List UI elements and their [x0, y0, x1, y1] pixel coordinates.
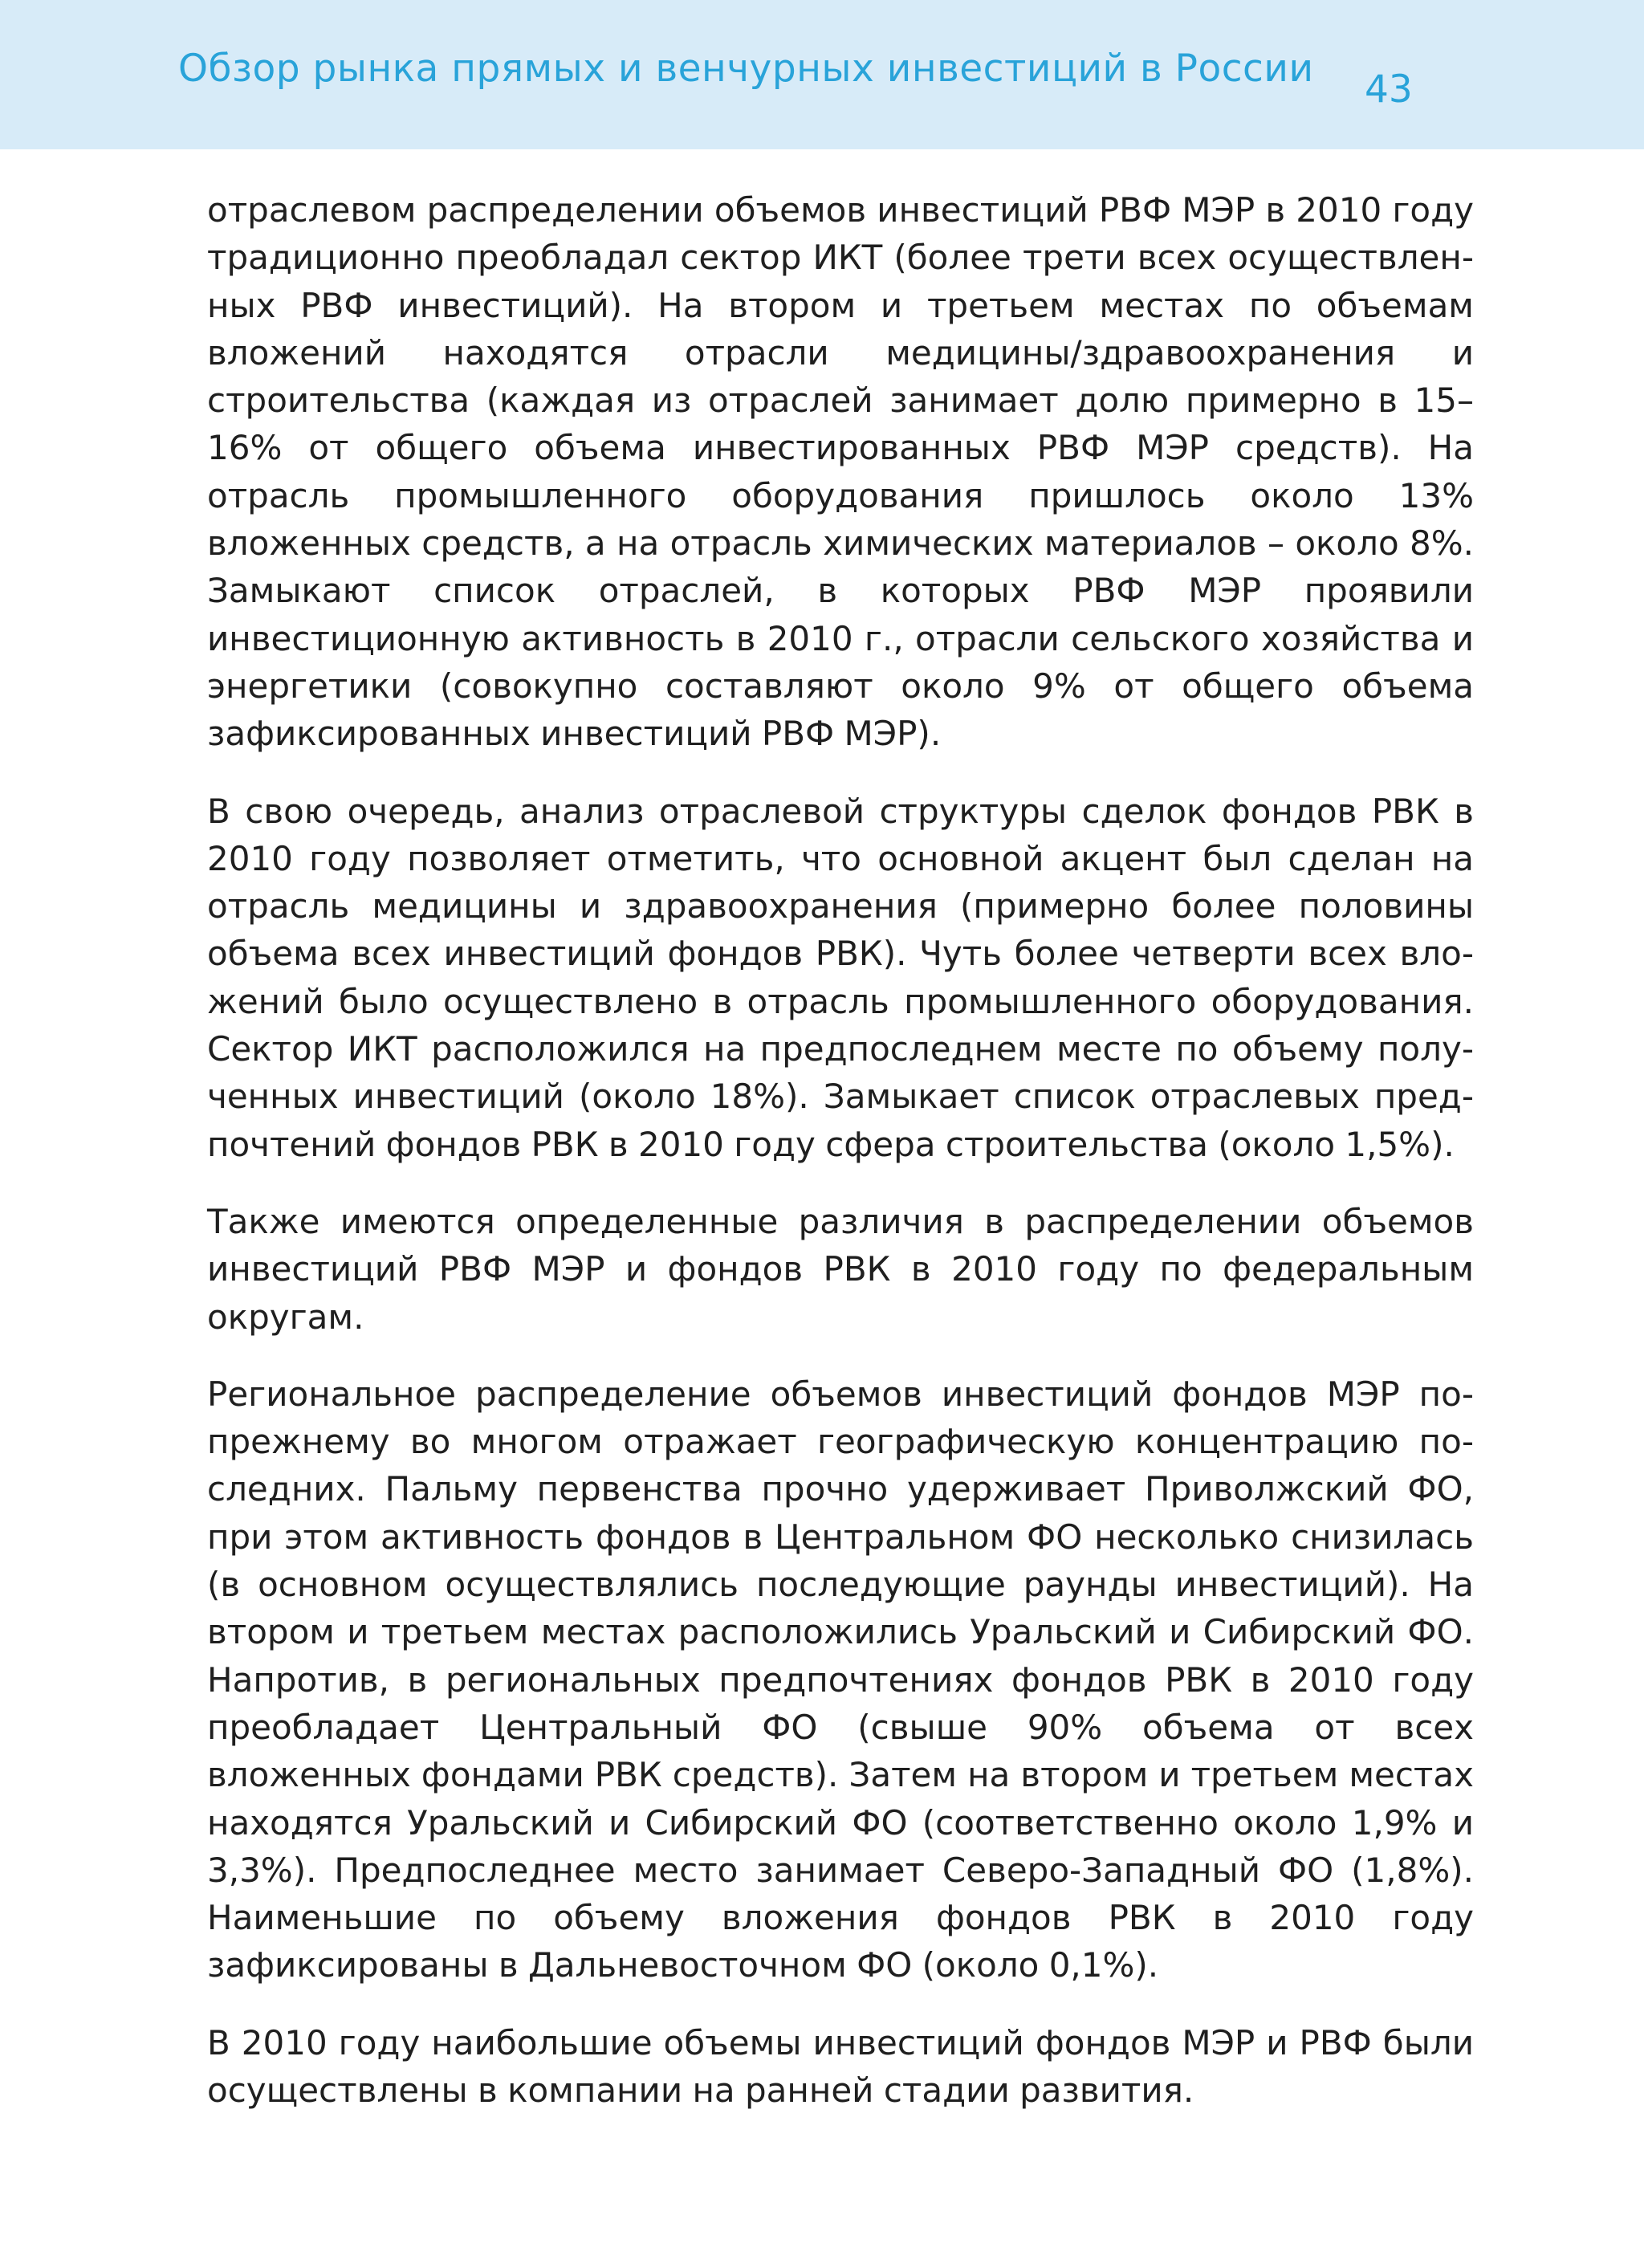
paragraph-1: отраслевом распределении объемов инвестиций РВФ МЭР в 2010 году традиционно преобладал сектор ИКТ (более трети всех осуществленных РВФ инвестиций). На втором и третьем местах по объемам вложений находятся отрасли медицины/здравоохранения и строительства (каждая из отраслей занимает долю примерно в 15–16% от общего объема инвестированных РВФ МЭР средств). На отрасль промышленного оборудования пришлось около 13% вложенных средств, а на отрасль химических материалов – около 8%. Замыкают список отраслей, в которых РВФ МЭР проявили инвестиционную активность в 2010 г., отрасли сельского хозяйства и энергетики (совокупно составляют около 9% от общего объема зафиксированных инвестиций РВФ МЭР).: [207, 190, 1474, 754]
paragraph-4: Региональное распределение объемов инвестиций фондов МЭР по-прежнему во многом отражает географическую концентрацию последних. Пальму первенства прочно удерживает Приволжский ФО, при этом активность фондов в Центральном ФО несколько снизилась (в основном осуществлялись последующие раунды инвестиций). На втором и третьем местах расположились Уральский и Сибирский ФО. Напротив, в региональных предпочтениях фондов РВК в 2010 году преобладает Центральный ФО (свыше 90% объема от всех вложенных фондами РВК средств). Затем на втором и третьем местах находятся Уральский и Сибирский ФО (соответственно около 1,9% и 3,3%). Предпоследнее место занимает Северо-Западный ФО (1,8%). Наименьшие по объему вложения фондов РВК в 2010 году зафиксированы в Дальневосточном ФО (около 0,1%).: [207, 1374, 1474, 1985]
header-title: Обзор рынка прямых и венчурных инвестиций в России: [178, 47, 1314, 91]
paragraph-3: Также имеются определенные различия в распределении объемов инвестиций РВФ МЭР и фондов РВК в 2010 году по федеральным округам.: [207, 1201, 1474, 1337]
paragraph-2: В свою очередь, анализ отраслевой структуры сделок фондов РВК в 2010 году позволяет отметить, что основной акцент был сделан на отрасль медицины и здравоохранения (примерно более половины объема всех инвестиций фондов РВК). Чуть более четверти всех вложений было осуществлено в отрасль промышленного оборудования. Сектор ИКТ расположился на предпоследнем месте по объему полученных инвестиций (около 18%). Замыкает список отраслевых предпочтений фондов РВК в 2010 году сфера строительства (около 1,5%).: [207, 791, 1474, 1164]
page-header: [0, 0, 1644, 149]
page-number: 43: [1365, 67, 1413, 112]
document-body: [207, 186, 1474, 2144]
paragraph-5: В 2010 году наибольшие объемы инвестиций фондов МЭР и РВФ были осуществлены в компании на ранней стадии развития.: [207, 2022, 1474, 2110]
